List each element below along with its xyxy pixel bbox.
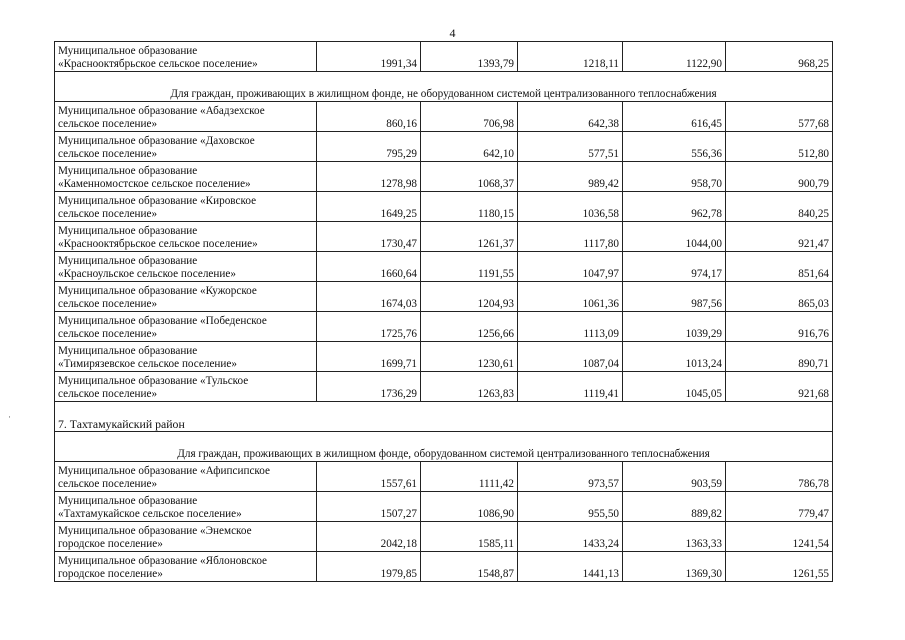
page-number: 4 [449,26,456,40]
tariff-value: 851,64 [726,252,833,282]
tariff-value: 840,25 [726,192,833,222]
tariff-value: 921,68 [726,372,833,402]
tariff-value: 1363,33 [623,522,726,552]
tariff-value: 1218,11 [518,42,623,72]
tariff-value: 1507,27 [317,492,421,522]
tariff-value: 916,76 [726,312,833,342]
tariff-value: 1044,00 [623,222,726,252]
tariff-value: 987,56 [623,282,726,312]
tariff-value: 958,70 [623,162,726,192]
tariff-value: 1047,97 [518,252,623,282]
tariff-value: 890,71 [726,342,833,372]
table-row [55,492,833,522]
district-title: 7. Тахтамукайский район [55,402,833,432]
tariff-value: 1113,09 [518,312,623,342]
table-row [55,522,833,552]
tariff-value: 1557,61 [317,462,421,492]
table-row [55,102,833,132]
tariff-value: 1674,03 [317,282,421,312]
tariff-value: 1441,13 [518,552,623,582]
tariff-value: 989,42 [518,162,623,192]
table-row [55,192,833,222]
tariff-value: 1278,98 [317,162,421,192]
table-row [55,42,833,72]
tariff-value: 1991,34 [317,42,421,72]
tariff-value: 974,17 [623,252,726,282]
tariff-value: 889,82 [623,492,726,522]
table-row [55,462,833,492]
tariff-value: 779,47 [726,492,833,522]
tariff-value: 1261,55 [726,552,833,582]
municipality-name: Муниципальное образование «Краснооктябрьское сельское поселение» [55,42,317,72]
margin-mark: · [8,412,11,422]
tariff-value: 921,47 [726,222,833,252]
tariff-value: 1736,29 [317,372,421,402]
section-header-row [55,432,833,462]
section-title: Для граждан, проживающих в жилищном фонде, не оборудованном системой централизованного теплоснабжения [55,72,833,102]
municipality-name: Муниципальное образование «Победенское сельское поселение» [55,312,317,342]
municipality-name: Муниципальное образование «Тахтамукайское сельское поселение» [55,492,317,522]
municipality-name: Муниципальное образование «Энемское городское поселение» [55,522,317,552]
tariff-value: 1111,42 [421,462,518,492]
municipality-name: Муниципальное образование «Абадзехское сельское поселение» [55,102,317,132]
tariff-value: 1061,36 [518,282,623,312]
tariff-value: 1230,61 [421,342,518,372]
municipality-name: Муниципальное образование «Тимирязевское сельское поселение» [55,342,317,372]
tariff-value: 1204,93 [421,282,518,312]
table-row [55,552,833,582]
tariff-value: 1013,24 [623,342,726,372]
tariff-value: 616,45 [623,102,726,132]
tariff-value: 1660,64 [317,252,421,282]
tariff-value: 1241,54 [726,522,833,552]
municipality-name: Муниципальное образование «Даховское сельское поселение» [55,132,317,162]
tariff-value: 1191,55 [421,252,518,282]
tariff-value: 1256,66 [421,312,518,342]
tariff-value: 1393,79 [421,42,518,72]
section-header-row [55,72,833,102]
municipality-name: Муниципальное образование «Краснооктябрьское сельское поселение» [55,222,317,252]
tariff-value: 962,78 [623,192,726,222]
tariff-value: 903,59 [623,462,726,492]
municipality-name: Муниципальное образование «Тульское сельское поселение» [55,372,317,402]
municipality-name: Муниципальное образование «Каменномостское сельское поселение» [55,162,317,192]
table-row [55,132,833,162]
tariff-value: 642,38 [518,102,623,132]
tariff-value: 786,78 [726,462,833,492]
table-row [55,312,833,342]
tariff-value: 1117,80 [518,222,623,252]
municipality-name: Муниципальное образование «Афипсипское сельское поселение» [55,462,317,492]
table-row [55,282,833,312]
tariff-value: 1119,41 [518,372,623,402]
tariff-value: 1979,85 [317,552,421,582]
tariff-value: 1263,83 [421,372,518,402]
tariff-value: 955,50 [518,492,623,522]
district-header-row [55,402,833,432]
tariff-value: 973,57 [518,462,623,492]
tariff-value: 1180,15 [421,192,518,222]
tariff-value: 1433,24 [518,522,623,552]
table-row [55,372,833,402]
tariff-value: 968,25 [726,42,833,72]
tariff-value: 1725,76 [317,312,421,342]
tariff-value: 1699,71 [317,342,421,372]
section-title: Для граждан, проживающих в жилищном фонде, оборудованном системой централизованного теплоснабжения [55,432,833,462]
tariff-value: 795,29 [317,132,421,162]
tariff-value: 1730,47 [317,222,421,252]
municipality-name: Муниципальное образование «Кужорское сельское поселение» [55,282,317,312]
municipality-name: Муниципальное образование «Кировское сельское поселение» [55,192,317,222]
tariff-value: 1039,29 [623,312,726,342]
tariff-value: 1649,25 [317,192,421,222]
tariff-value: 1086,90 [421,492,518,522]
tariff-value: 1122,90 [623,42,726,72]
tariff-value: 1369,30 [623,552,726,582]
tariff-value: 1045,05 [623,372,726,402]
tariff-value: 1068,37 [421,162,518,192]
municipality-name: Муниципальное образование «Яблоновское городское поселение» [55,552,317,582]
tariff-value: 865,03 [726,282,833,312]
tariff-value: 1087,04 [518,342,623,372]
tariff-value: 642,10 [421,132,518,162]
tariff-value: 2042,18 [317,522,421,552]
table-row [55,342,833,372]
tariff-value: 512,80 [726,132,833,162]
tariff-value: 1585,11 [421,522,518,552]
tariff-value: 900,79 [726,162,833,192]
tariff-value: 577,51 [518,132,623,162]
tariff-value: 556,36 [623,132,726,162]
tariff-value: 577,68 [726,102,833,132]
tariff-table [54,41,833,582]
tariff-value: 1261,37 [421,222,518,252]
tariff-value: 860,16 [317,102,421,132]
tariff-value: 1548,87 [421,552,518,582]
tariff-value: 706,98 [421,102,518,132]
tariff-value: 1036,58 [518,192,623,222]
municipality-name: Муниципальное образование «Красноульское сельское поселение» [55,252,317,282]
table-row [55,162,833,192]
table-row [55,222,833,252]
table-row [55,252,833,282]
